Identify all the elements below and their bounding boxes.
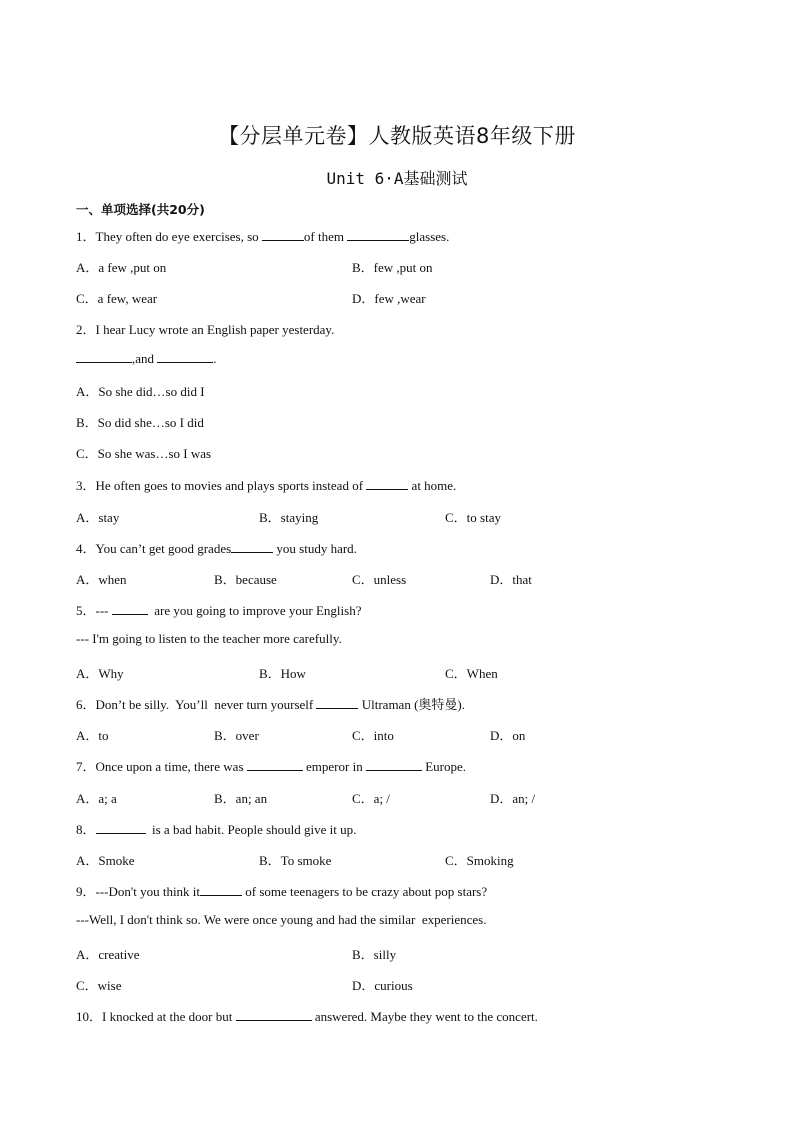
question-5-option-b[interactable]: B．How [259, 666, 306, 681]
question-7-option-d[interactable]: D．an; / [490, 791, 536, 806]
question-2-stem-line2: ,and . [76, 350, 217, 367]
question-3-option-a[interactable]: A．stay [76, 510, 120, 525]
question-6-stem: 6．Don’t be silly. You’ll never turn yourself Ultraman (奥特曼). [76, 697, 465, 712]
question-5-response: --- I'm going to listen to the teacher more carefully. [76, 631, 342, 646]
question-8-option-b[interactable]: B．To smoke [259, 853, 332, 868]
question-8-option-a[interactable]: A．Smoke [76, 853, 135, 868]
answer-blank[interactable] [366, 477, 408, 490]
question-5-stem: 5．--- are you going to improve your English? [76, 603, 362, 618]
question-4-option-b[interactable]: B．because [214, 572, 277, 587]
answer-blank[interactable] [157, 350, 213, 363]
question-6-option-b[interactable]: B．over [214, 728, 259, 743]
question-5-option-c[interactable]: C．When [445, 666, 498, 681]
answer-blank[interactable] [96, 821, 146, 834]
question-9-response: ---Well, I don't think so. We were once young and had the similar experiences. [76, 912, 487, 927]
question-10-stem: 10．I knocked at the door but answered. Maybe they went to the concert. [76, 1009, 538, 1024]
answer-blank[interactable] [112, 602, 148, 615]
question-1-stem: 1．They often do eye exercises, so of them glasses. [76, 229, 450, 244]
answer-blank[interactable] [200, 883, 242, 896]
question-4-option-d[interactable]: D．that [490, 572, 532, 587]
answer-blank[interactable] [262, 228, 304, 241]
question-7-stem: 7．Once upon a time, there was emperor in Europe. [76, 759, 466, 774]
question-9-option-b[interactable]: B．silly [352, 947, 397, 962]
question-7-option-b[interactable]: B．an; an [214, 791, 268, 806]
answer-blank[interactable] [76, 350, 132, 363]
question-3-option-b[interactable]: B．staying [259, 510, 319, 525]
question-5-option-a[interactable]: A．Why [76, 666, 124, 681]
question-9-option-c[interactable]: C．wise [76, 978, 122, 993]
answer-blank[interactable] [231, 540, 273, 553]
question-1-option-a[interactable]: A．a few ,put on [76, 260, 167, 275]
answer-blank[interactable] [316, 696, 358, 709]
question-8-option-c[interactable]: C．Smoking [445, 853, 514, 868]
question-7-option-a[interactable]: A．a; a [76, 791, 117, 806]
question-2-option-a[interactable]: A．So she did…so did I [76, 384, 205, 399]
answer-blank[interactable] [236, 1008, 312, 1021]
question-3-stem: 3．He often goes to movies and plays sports instead of at home. [76, 478, 457, 493]
answer-blank[interactable] [247, 758, 303, 771]
question-1-option-d[interactable]: D．few ,wear [352, 291, 426, 306]
question-2-stem: 2．I hear Lucy wrote an English paper yesterday. [76, 322, 335, 337]
question-1-option-c[interactable]: C．a few, wear [76, 291, 158, 306]
question-8-stem: 8． is a bad habit. People should give it up. [76, 822, 357, 837]
question-6-option-d[interactable]: D．on [490, 728, 526, 743]
question-2-option-c[interactable]: C．So she was…so I was [76, 446, 212, 461]
section-heading: 一、单项选择(共20分) [76, 202, 205, 217]
question-9-option-d[interactable]: D．curious [352, 978, 413, 993]
question-9-option-a[interactable]: A．creative [76, 947, 140, 962]
question-6-option-c[interactable]: C．into [352, 728, 394, 743]
question-2-option-b[interactable]: B．So did she…so I did [76, 415, 204, 430]
page-title: 【分层单元卷】人教版英语8年级下册 [218, 124, 576, 148]
question-9-stem: 9．---Don't you think it of some teenagers to be crazy about pop stars? [76, 884, 488, 899]
answer-blank[interactable] [347, 228, 409, 241]
question-7-option-c[interactable]: C．a; / [352, 791, 390, 806]
page-subtitle: Unit 6·A基础测试 [326, 169, 468, 188]
question-6-option-a[interactable]: A．to [76, 728, 109, 743]
question-1-option-b[interactable]: B．few ,put on [352, 260, 433, 275]
answer-blank[interactable] [366, 758, 422, 771]
question-3-option-c[interactable]: C．to stay [445, 510, 501, 525]
question-4-option-a[interactable]: A．when [76, 572, 127, 587]
question-4-option-c[interactable]: C．unless [352, 572, 407, 587]
question-4-stem: 4．You can’t get good grades you study hard. [76, 541, 357, 556]
